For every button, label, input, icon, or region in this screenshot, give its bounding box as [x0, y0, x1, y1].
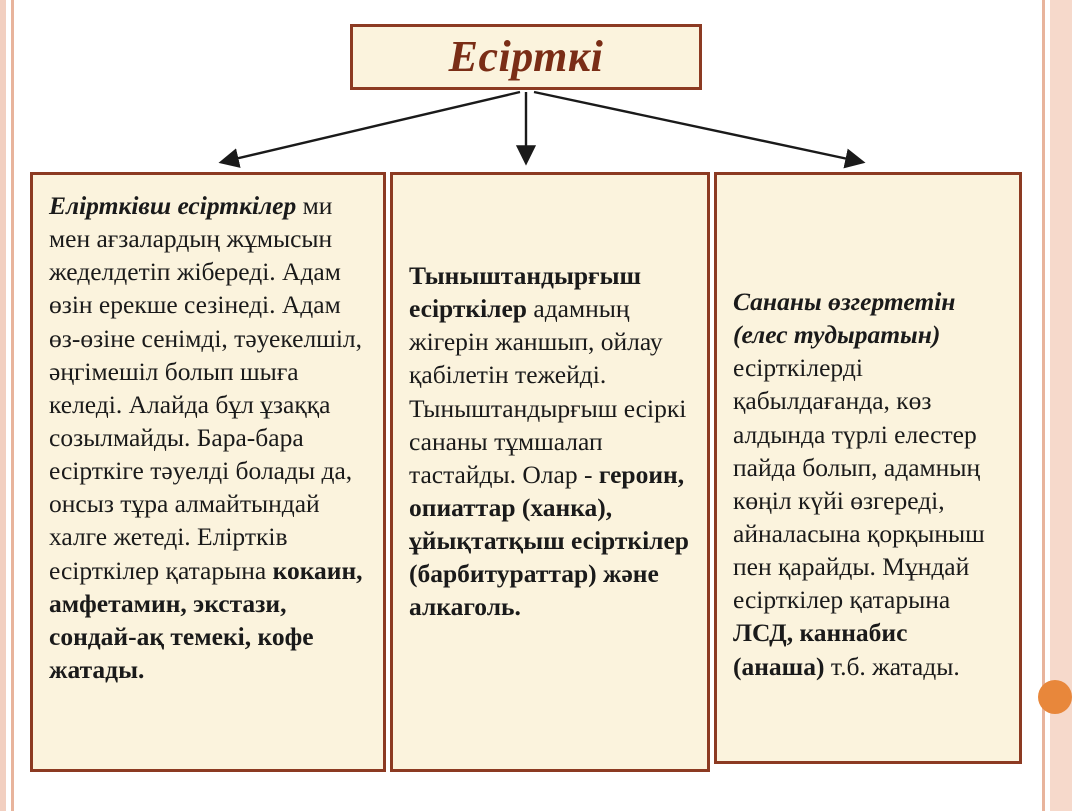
- category-body-stimulants: ми мен ағзалардың жұмысын жеделдетіп жібереді. Адам өзін ерекше сезінеді. Адам өз-өзіне сенімді, тәуекелшіл, әңгімешіл болып шыға келеді. Алайда бұл ұзаққа созылмайды. Бара-бара есірткіге тәуелді болады да, онсыз тұра алмайтындай халге жетеді. Еліртків есірткілер қатарына: [49, 191, 362, 585]
- category-body2-hallucinogens: т.б. жатады.: [824, 651, 960, 681]
- category-box-hallucinogens: [714, 172, 1022, 764]
- left-border-strip-inner: [11, 0, 14, 811]
- category-box-depressants: [390, 172, 710, 772]
- diagram-title-box: [350, 24, 702, 90]
- category-emphasis-depressants: героин, опиаттар (ханка), ұйықтатқыш есірткілер (барбитураттар) және алкаголь.: [409, 459, 689, 622]
- category-emphasis-stimulants: кокаин, амфетамин, экстази, сондай-ақ темекі, кофе жатады.: [49, 555, 363, 684]
- category-body-depressants: адамның жігерін жаншып, ойлау қабілетін тежейді. Тыныштандырғыш есіркі сананы тұмшалап тастайды. Олар -: [409, 294, 687, 489]
- category-text-stimulants: [49, 189, 367, 686]
- category-body-hallucinogens: есірткілерді қабылдағанда, көз алдында түрлі елестер пайда болып, адамның көңіл күйі өзгереді, айналасына қорқыныш пен қарайды. Мұндай есірткілер қатарына: [733, 353, 985, 615]
- category-emphasis-hallucinogens: ЛСД, каннабис (анаша): [733, 618, 908, 681]
- page-title: Есірткі: [448, 32, 604, 81]
- category-lead-hallucinogens: Сананы өзгертетін (елес тудыратын): [733, 287, 956, 350]
- category-lead-stimulants: Еліртківш есірткілер: [49, 191, 297, 220]
- category-text-hallucinogens: [733, 189, 1003, 683]
- category-text-depressants: [409, 189, 691, 624]
- decorative-circle: [1038, 680, 1072, 714]
- category-box-stimulants: [30, 172, 386, 772]
- category-lead-depressants: Тыныштандырғыш есірткілер: [409, 261, 642, 324]
